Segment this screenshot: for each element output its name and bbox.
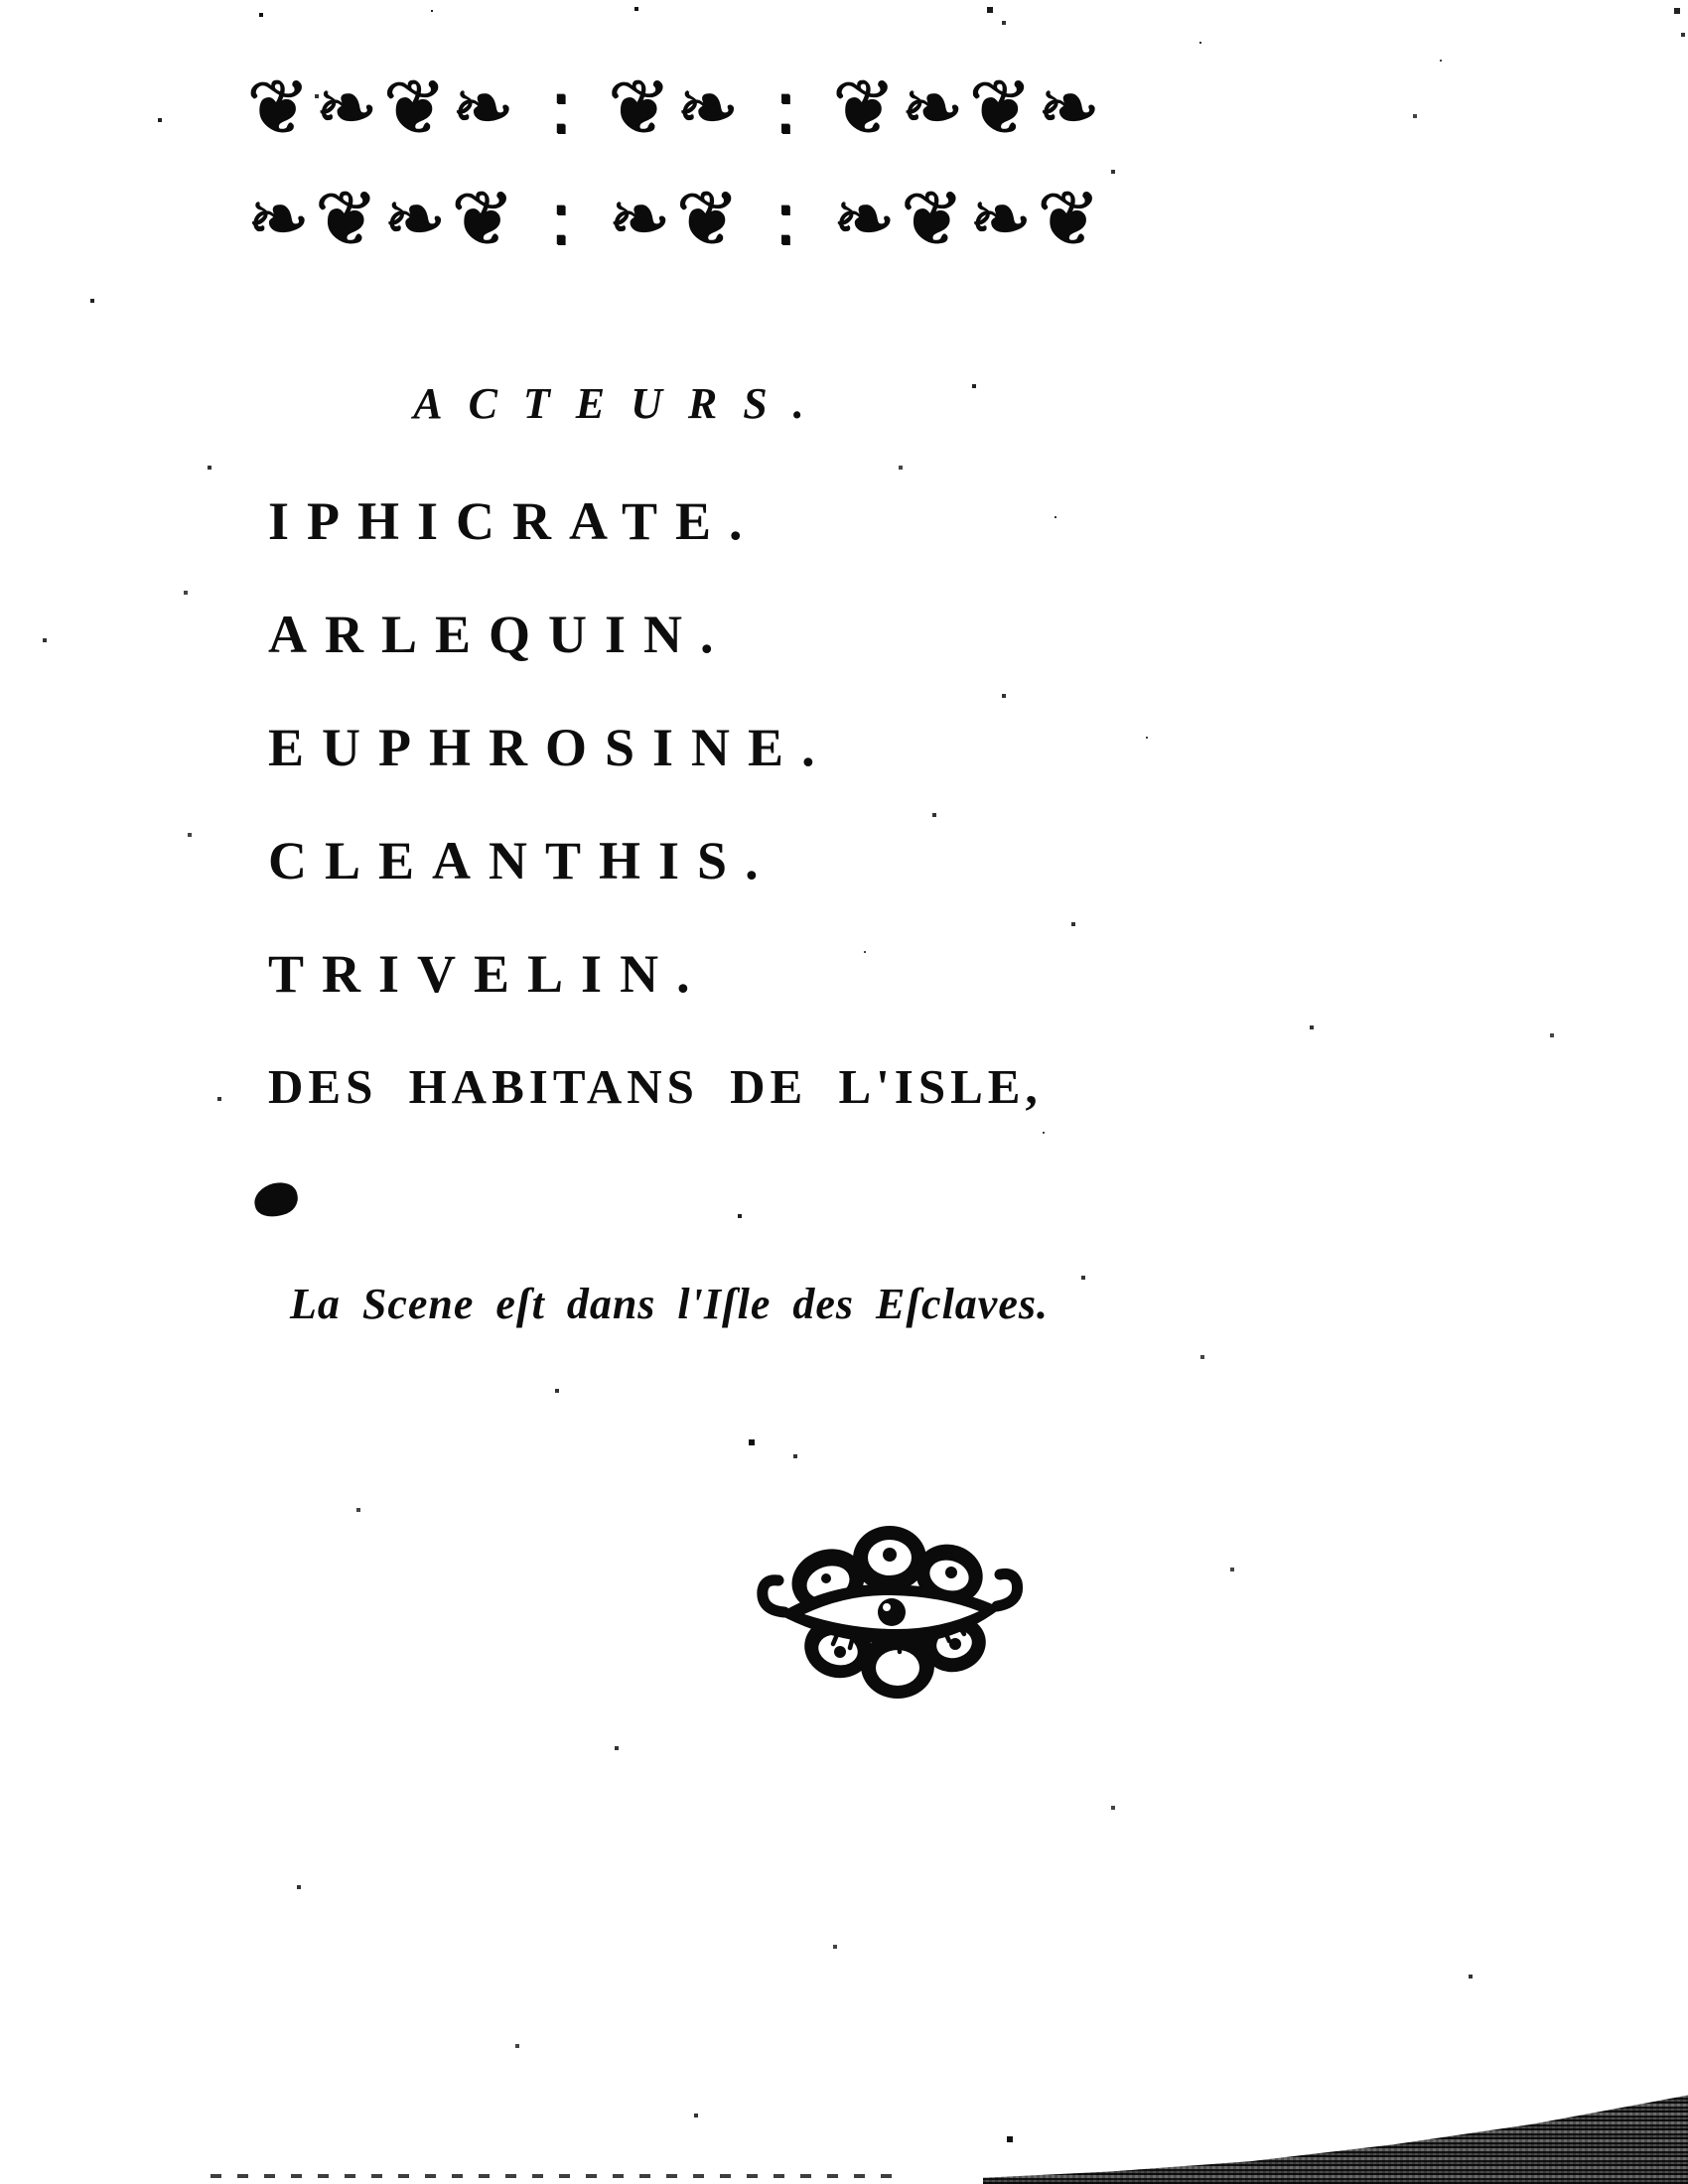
- actor-name: IPHICRATE.: [268, 491, 761, 551]
- scan-noise: [0, 0, 2, 2]
- fleuron-band: [246, 52, 1105, 274]
- fleuron-row-top-icon: ❦❧❦❧ : ❦❧ : ❦❧❦❧: [246, 63, 1105, 151]
- scan-edge-artifact-left: [211, 2174, 896, 2178]
- fleuron-row-bottom-icon: ❧❦❧❦ : ❧❦ : ❧❦❧❦: [246, 174, 1105, 262]
- flower-eye-tailpiece-icon: [747, 1515, 1035, 1708]
- actor-name: ARLEQUIN.: [268, 605, 732, 664]
- actor-list: [268, 491, 1043, 1114]
- cast-list-section: [268, 377, 1049, 1330]
- actor-name: EUPHROSINE.: [268, 718, 833, 777]
- actor-name: CLEANTHIS.: [268, 831, 776, 890]
- page-title: ACTEURS.: [413, 379, 830, 428]
- scene-note: La Scene eſt dans l'Iſle des Eſclaves.: [290, 1280, 1049, 1328]
- actor-name: TRIVELIN.: [268, 944, 708, 1004]
- actor-name: DES HABITANS DE L'ISLE,: [268, 1059, 1043, 1114]
- scan-edge-artifact-right: [983, 2081, 1688, 2184]
